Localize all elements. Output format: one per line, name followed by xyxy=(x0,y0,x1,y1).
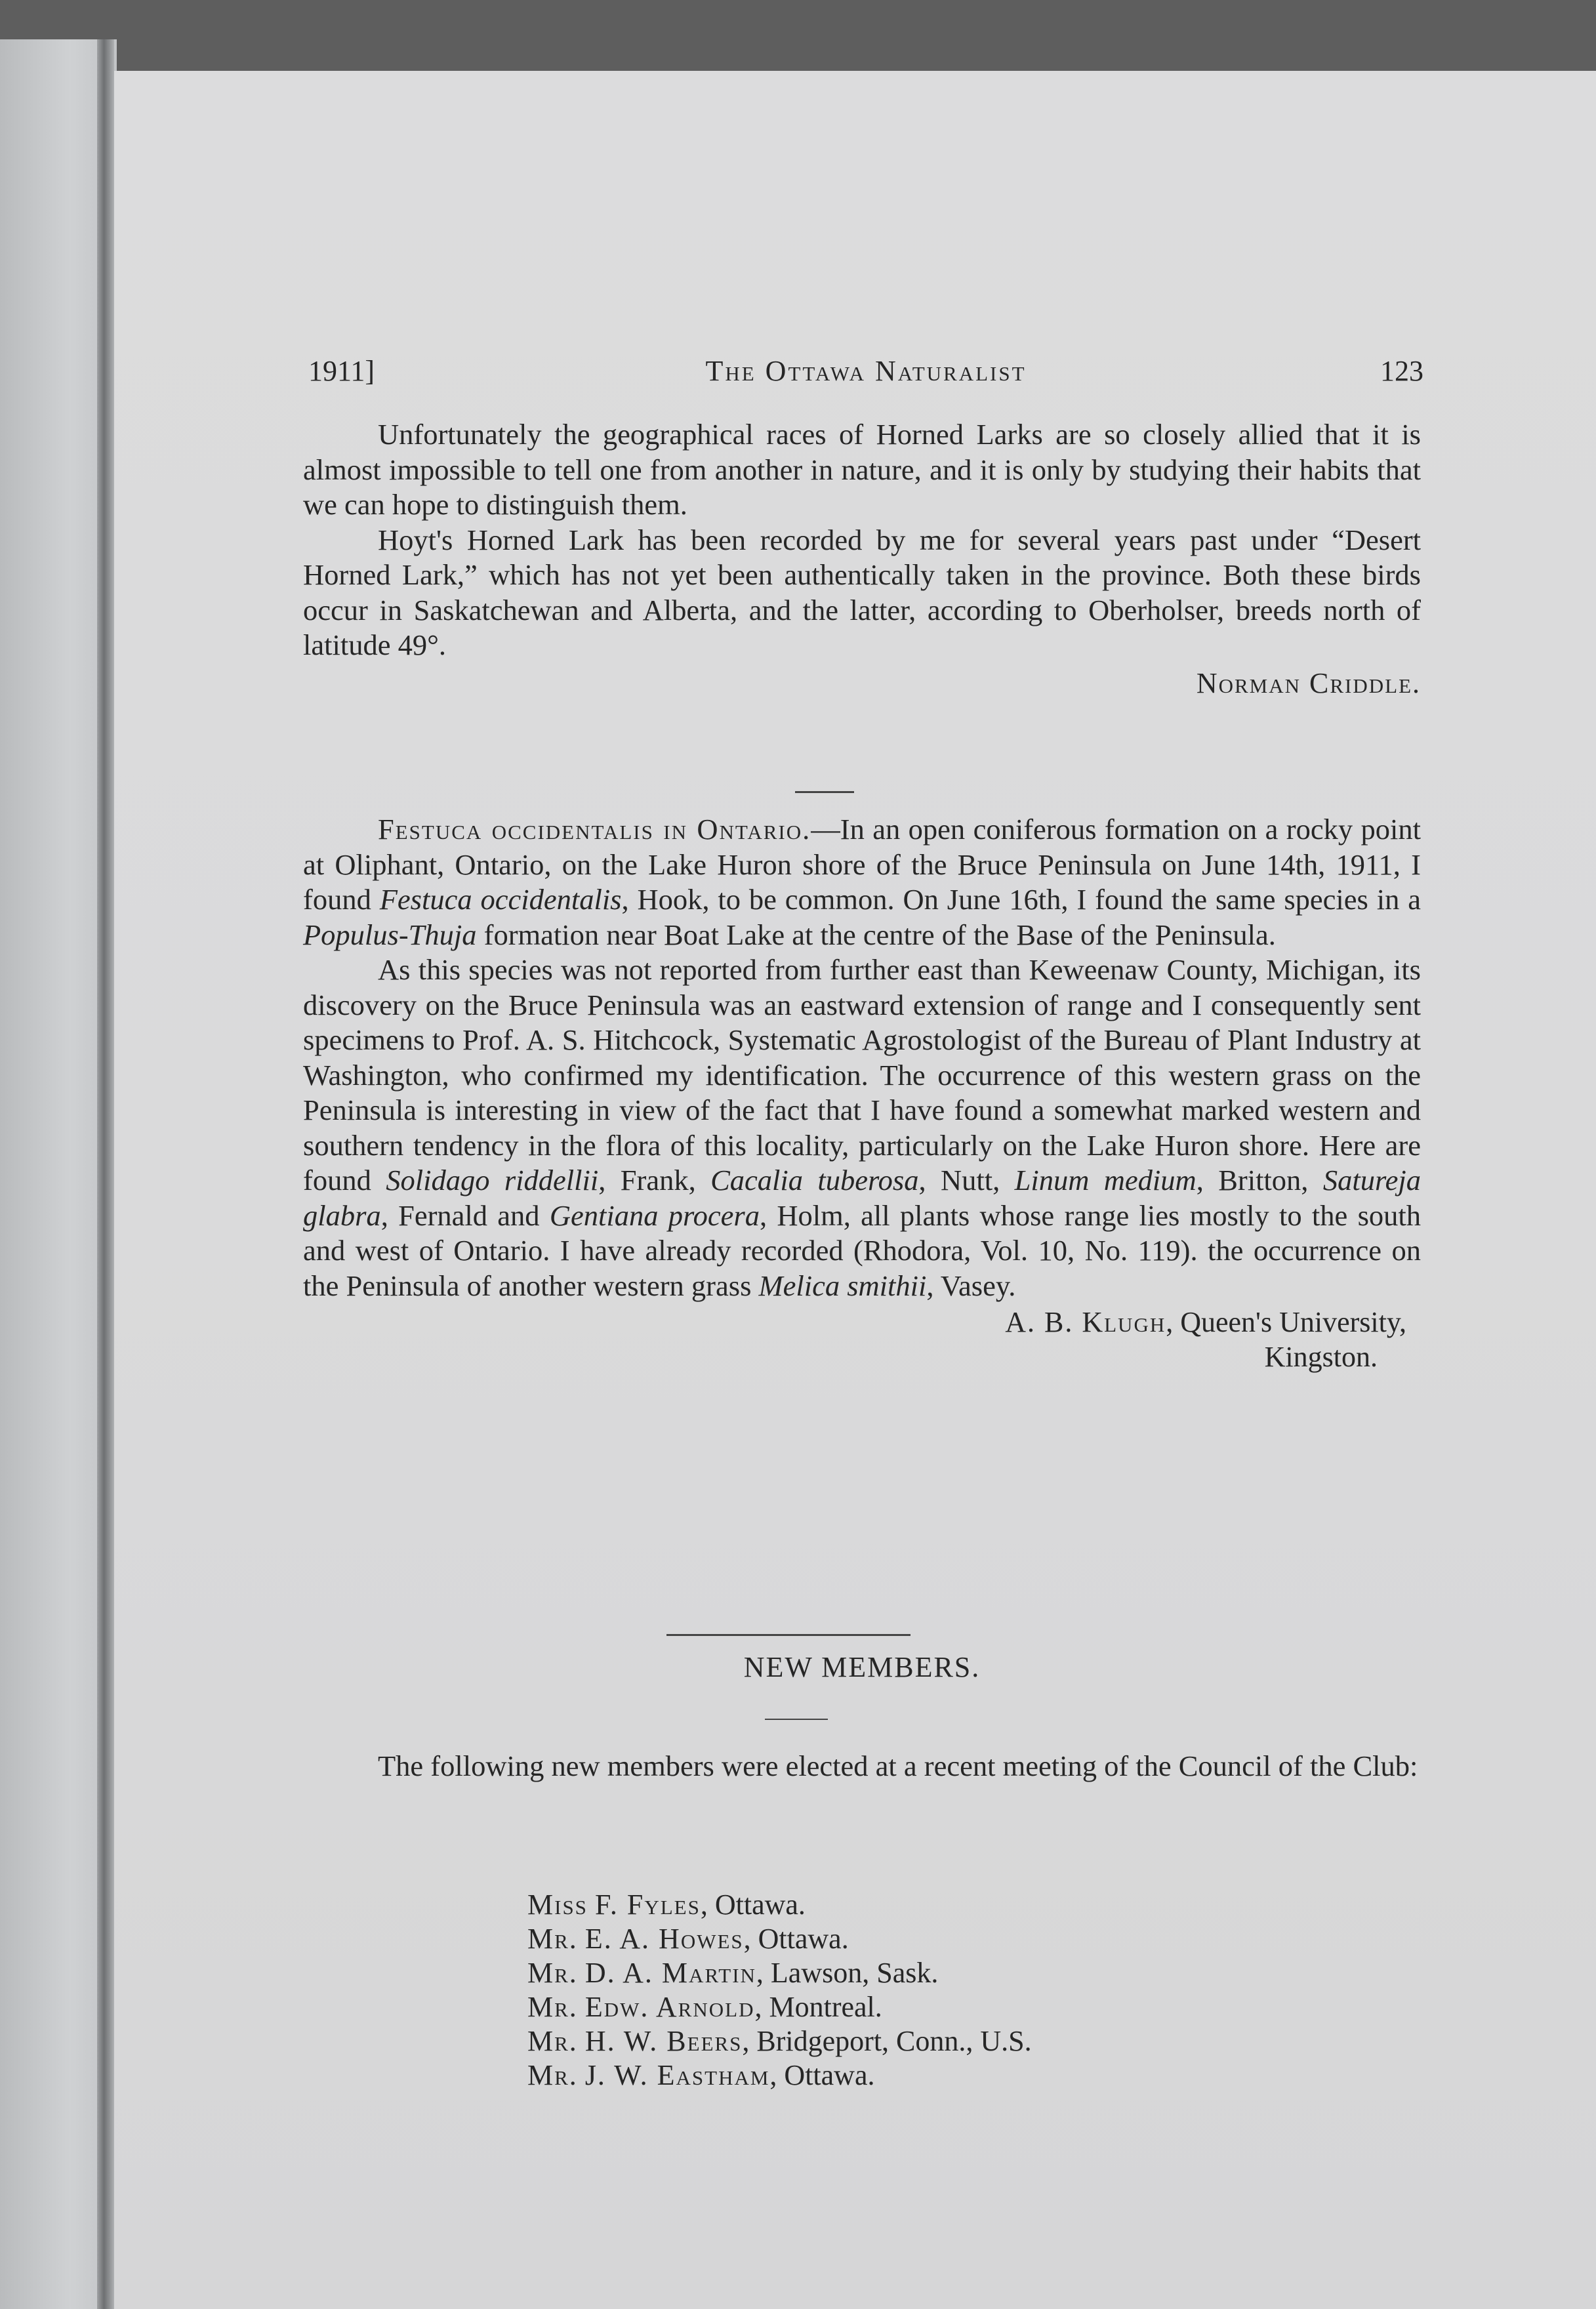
section-rule xyxy=(666,1634,911,1636)
header-journal-title: The Ottawa Naturalist xyxy=(705,355,1027,387)
festuca-signature-place: Kingston. xyxy=(1264,1341,1378,1373)
member-entry: Mr. E. A. Howes, Ottawa. xyxy=(527,1923,849,1955)
festuca-title: Festuca occidentalis in Ontario. xyxy=(378,813,811,846)
festuca-paragraph-1: Festuca occidentalis in Ontario.—In an open coniferous formation on a rocky point at Oliphant, Ontario, on the Lake Huron shore of the Bruce Peninsula on June 14th, 1911, I found Festuca occidentalis, Hook, to be common. On June 16th, I found the same species in a Populus-Thuja formation near Boat Lake at the centre of the Base of the Peninsula. xyxy=(303,813,1422,951)
members-intro: The following new members were elected at a recent meeting of the Council of the Club: xyxy=(378,1749,1418,1782)
festuca-article xyxy=(303,812,1421,1374)
festuca-paragraph-2: As this species was not reported from further east than Keweenaw County, Michigan, its discovery on the Bruce Peninsula was an eastward extension of range and I consequently sent specimens to Prof. A. S. Hitchcock, Systematic Agrostologist of the Bureau of Plant Industry at Washington, who confirmed my identification. The occurrence of this western grass on the Peninsula is interesting in view of the fact that I have found a somewhat marked western and southern tendency in the flora of this locality, particularly on the Lake Huron shore. Here are found Solidago riddellii, Frank, Cacalia tuberosa, Nutt, Linum medium, Britton, Satureja glabra, Fernald and Gentiana procera, Holm, all plants whose range lies mostly to the south and west of Ontario. I have already recorded (Rhodora, Vol. 10, No. 119). the occurrence on the Peninsula of another western grass Melica smithii, Vasey. xyxy=(303,953,1422,1302)
member-entry: Mr. H. W. Beers, Bridgeport, Conn., U.S. xyxy=(527,2025,1032,2057)
lark-article xyxy=(303,417,1421,701)
heading-underline xyxy=(765,1719,828,1720)
header-page-number: 123 xyxy=(1380,355,1423,387)
member-entry: Mr. Edw. Arnold, Montreal. xyxy=(527,1991,882,2023)
running-header xyxy=(308,354,1423,400)
member-entry: Mr. J. W. Eastham, Ottawa. xyxy=(527,2059,875,2091)
members-list xyxy=(527,1888,1032,2093)
new-members-heading: NEW MEMBERS. xyxy=(743,1651,981,1683)
lark-paragraph-1: Unfortunately the geographical races of Horned Larks are so closely allied that it is almost impossible to tell one from another in nature, and it is only by studying their habits that we can hope to distinguish them. xyxy=(303,418,1421,521)
section-divider xyxy=(795,791,854,793)
lark-paragraph-2: Hoyt's Horned Lark has been recorded by me for several years past under “Desert Horned Lark,” which has not yet been authentically taken in the province. Both these birds occur in Saskatchewan and Alberta, and the latter, according to Oberholser, breeds north of latitude 49°. xyxy=(303,523,1421,661)
lark-signature: Norman Criddle. xyxy=(1196,666,1421,699)
header-year: 1911] xyxy=(308,355,375,387)
book-gutter xyxy=(97,39,114,2309)
member-entry: Miss F. Fyles, Ottawa. xyxy=(527,1889,806,1921)
member-entry: Mr. D. A. Martin, Lawson, Sask. xyxy=(527,1957,939,1989)
journal-page xyxy=(114,71,1596,2309)
festuca-signature: A. B. Klugh, Queen's University, xyxy=(1005,1306,1406,1338)
